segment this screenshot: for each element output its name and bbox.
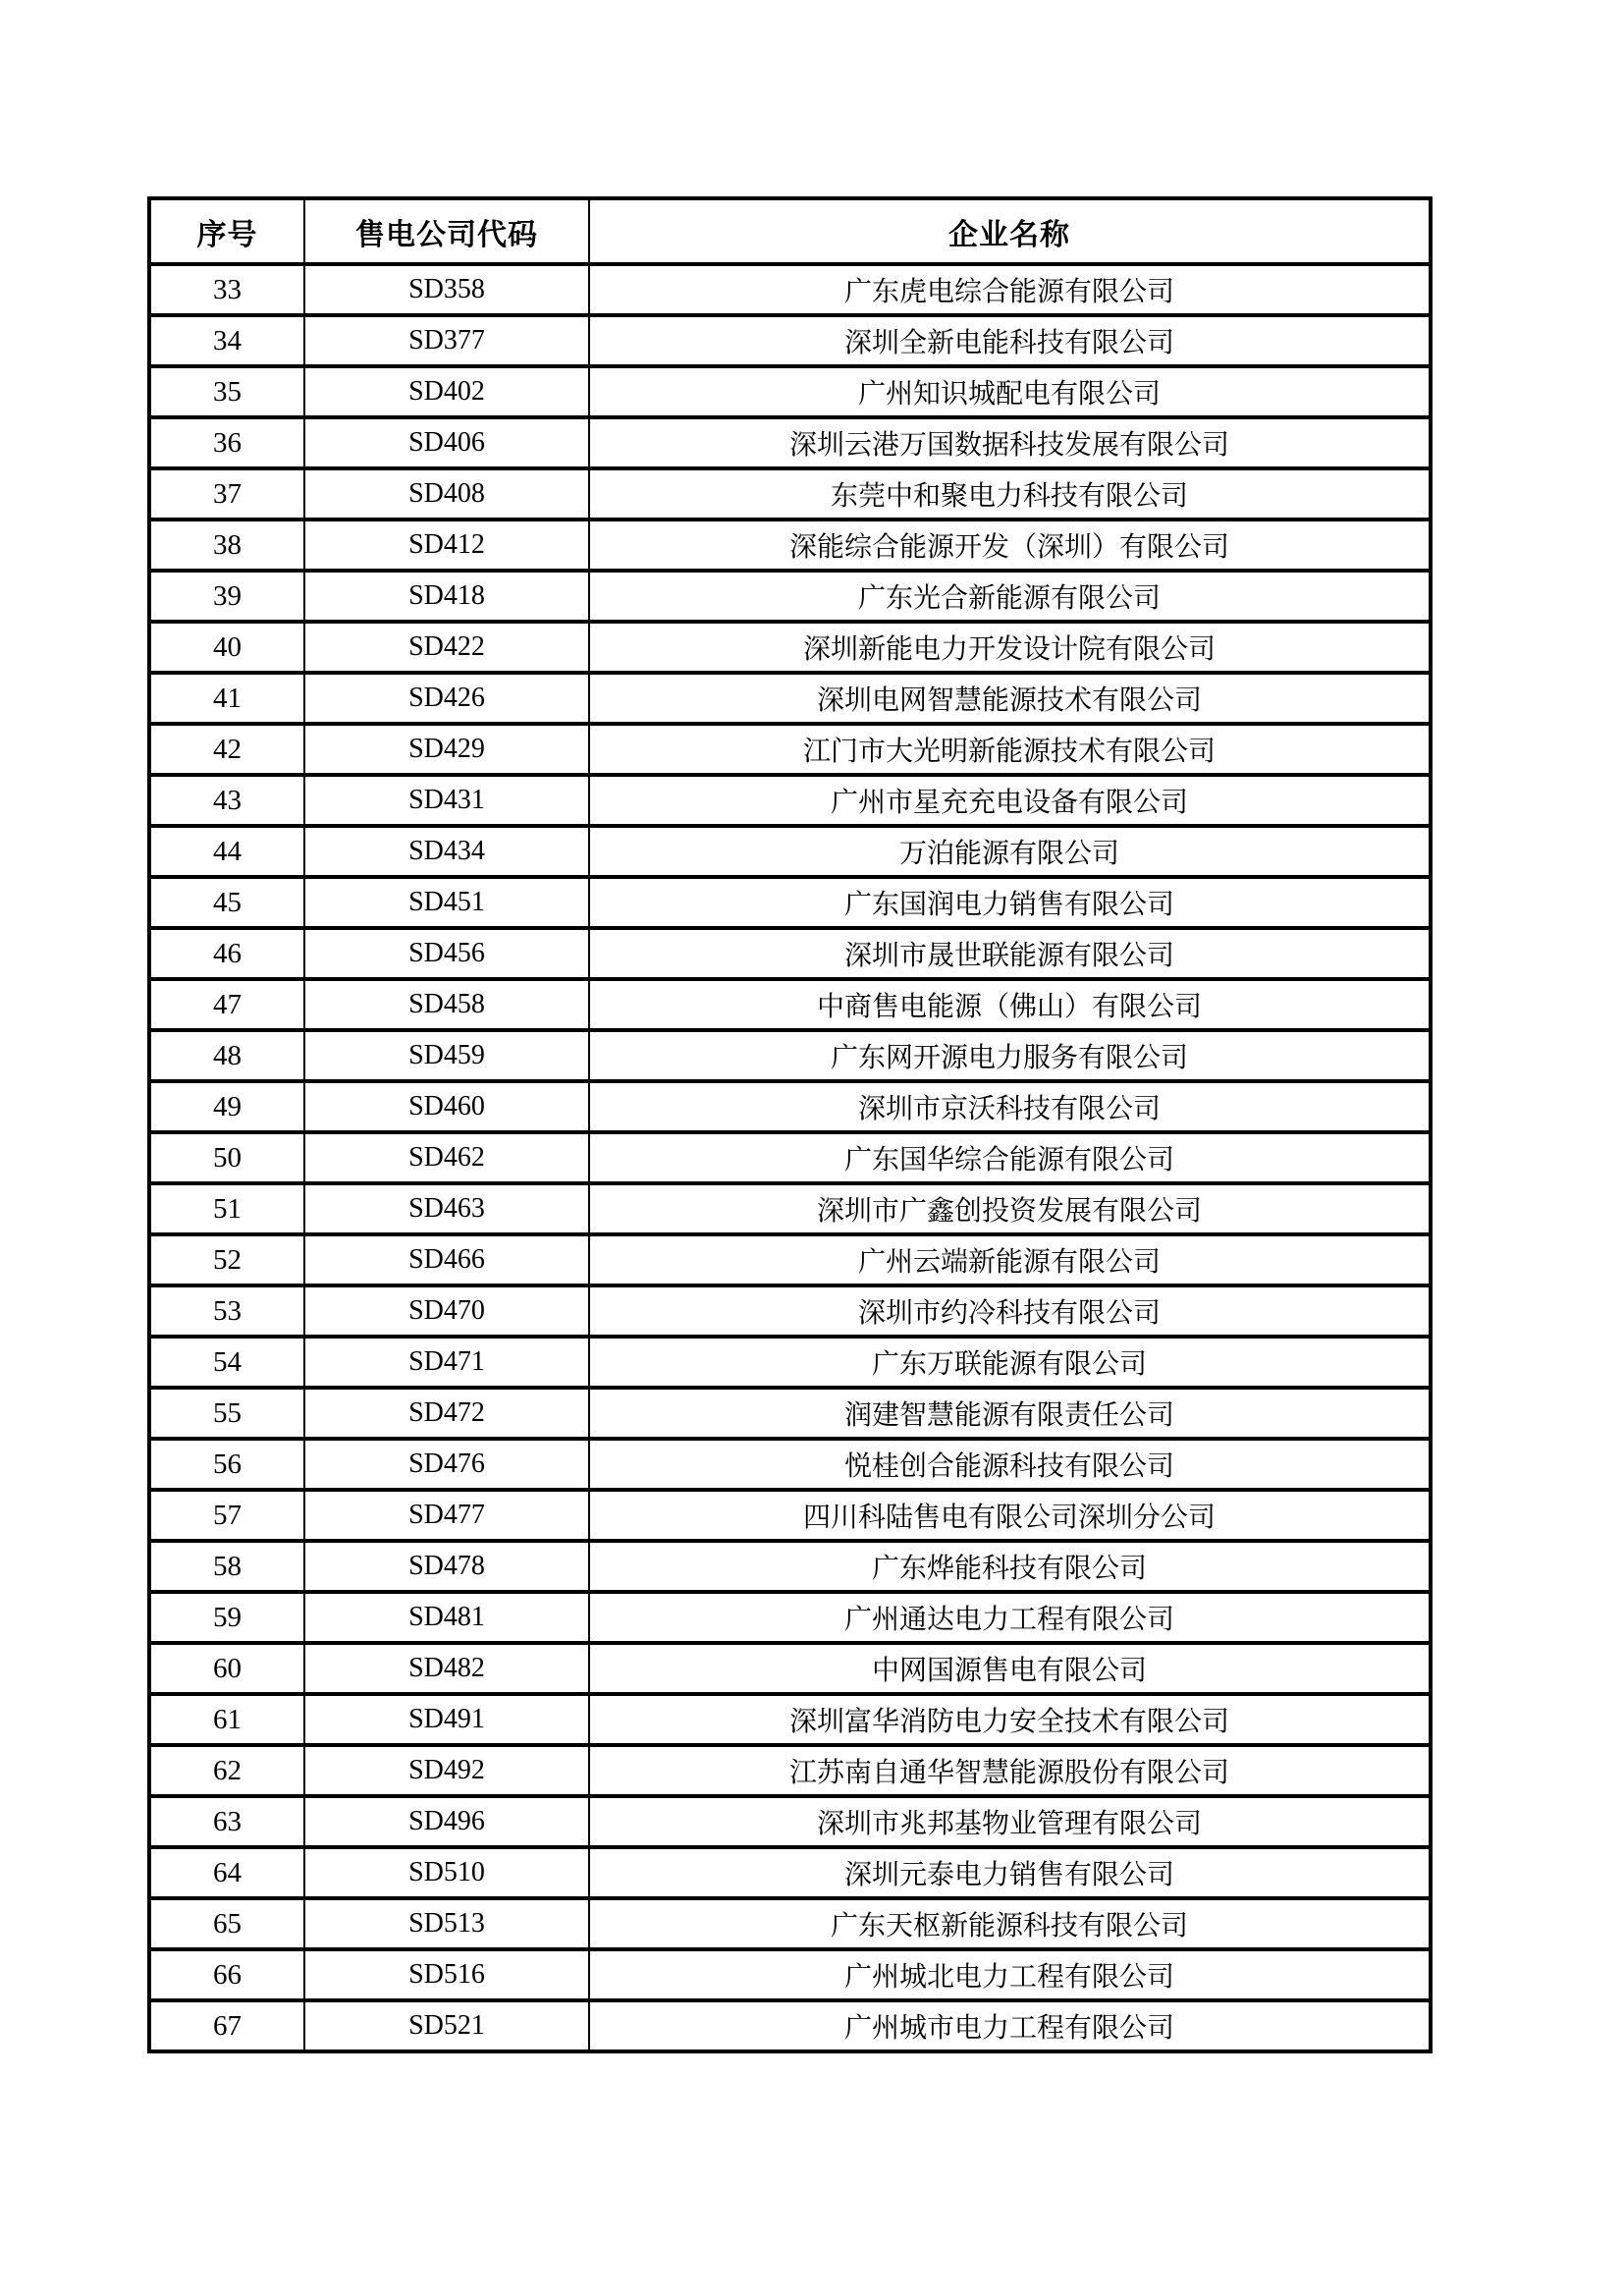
name-cell: 江苏南自通华智慧能源股份有限公司 [589,1745,1431,1796]
seq-cell: 52 [149,1234,304,1285]
seq-cell: 43 [149,775,304,826]
code-cell: SD477 [304,1490,589,1541]
header-name: 企业名称 [589,198,1431,264]
code-cell: SD482 [304,1643,589,1694]
code-cell: SD459 [304,1030,589,1081]
table-row [149,1592,1431,1643]
code-cell: SD460 [304,1081,589,1132]
table-row [149,1949,1431,2000]
code-cell: SD418 [304,571,589,622]
seq-cell: 66 [149,1949,304,2000]
name-cell: 广东网开源电力服务有限公司 [589,1030,1431,1081]
table-row [149,622,1431,673]
name-cell: 深圳云港万国数据科技发展有限公司 [589,417,1431,468]
name-cell: 广东烨能科技有限公司 [589,1541,1431,1592]
table-row [149,928,1431,979]
table-row [149,1234,1431,1285]
table-row [149,1030,1431,1081]
code-cell: SD358 [304,264,589,315]
code-cell: SD406 [304,417,589,468]
name-cell: 广州知识城配电有限公司 [589,366,1431,417]
table-row [149,1694,1431,1745]
name-cell: 广东国华综合能源有限公司 [589,1132,1431,1183]
name-cell: 中网国源售电有限公司 [589,1643,1431,1694]
seq-cell: 42 [149,724,304,775]
table-row [149,1745,1431,1796]
table-row [149,1643,1431,1694]
table-row [149,1081,1431,1132]
code-cell: SD412 [304,519,589,571]
code-cell: SD431 [304,775,589,826]
seq-cell: 40 [149,622,304,673]
seq-cell: 34 [149,315,304,366]
code-cell: SD462 [304,1132,589,1183]
name-cell: 广州通达电力工程有限公司 [589,1592,1431,1643]
code-cell: SD510 [304,1847,589,1898]
table-row [149,1132,1431,1183]
seq-cell: 63 [149,1796,304,1847]
seq-cell: 54 [149,1337,304,1388]
table-row [149,826,1431,877]
name-cell: 广州市星充充电设备有限公司 [589,775,1431,826]
name-cell: 广东光合新能源有限公司 [589,571,1431,622]
name-cell: 深圳市晟世联能源有限公司 [589,928,1431,979]
code-cell: SD451 [304,877,589,928]
code-cell: SD478 [304,1541,589,1592]
table-row [149,1541,1431,1592]
table-row [149,468,1431,519]
table-row [149,1183,1431,1234]
table-header [149,198,1431,264]
code-cell: SD470 [304,1285,589,1337]
table-row [149,1337,1431,1388]
name-cell: 深圳富华消防电力安全技术有限公司 [589,1694,1431,1745]
name-cell: 润建智慧能源有限责任公司 [589,1388,1431,1439]
seq-cell: 58 [149,1541,304,1592]
code-cell: SD463 [304,1183,589,1234]
code-cell: SD402 [304,366,589,417]
table-row [149,1285,1431,1337]
table-row [149,979,1431,1030]
name-cell: 广东天枢新能源科技有限公司 [589,1898,1431,1949]
table-row [149,417,1431,468]
seq-cell: 64 [149,1847,304,1898]
table-row [149,2000,1431,2051]
seq-cell: 41 [149,673,304,724]
seq-cell: 38 [149,519,304,571]
seq-cell: 39 [149,571,304,622]
table-row [149,315,1431,366]
seq-cell: 56 [149,1439,304,1490]
table-row [149,775,1431,826]
name-cell: 万泊能源有限公司 [589,826,1431,877]
seq-cell: 44 [149,826,304,877]
seq-cell: 36 [149,417,304,468]
name-cell: 四川科陆售电有限公司深圳分公司 [589,1490,1431,1541]
name-cell: 深圳电网智慧能源技术有限公司 [589,673,1431,724]
seq-cell: 50 [149,1132,304,1183]
code-cell: SD408 [304,468,589,519]
code-cell: SD429 [304,724,589,775]
seq-cell: 46 [149,928,304,979]
code-cell: SD422 [304,622,589,673]
table-row [149,264,1431,315]
header-code: 售电公司代码 [304,198,589,264]
table-row [149,1439,1431,1490]
header-row [149,198,1431,264]
table-row [149,1898,1431,1949]
name-cell: 深圳新能电力开发设计院有限公司 [589,622,1431,673]
seq-cell: 48 [149,1030,304,1081]
company-table [147,196,1433,2053]
seq-cell: 65 [149,1898,304,1949]
code-cell: SD456 [304,928,589,979]
table-row [149,519,1431,571]
table-row [149,571,1431,622]
table-row [149,673,1431,724]
header-seq: 序号 [149,198,304,264]
seq-cell: 51 [149,1183,304,1234]
seq-cell: 47 [149,979,304,1030]
name-cell: 深圳市广鑫创投资发展有限公司 [589,1183,1431,1234]
seq-cell: 57 [149,1490,304,1541]
seq-cell: 49 [149,1081,304,1132]
code-cell: SD516 [304,1949,589,2000]
seq-cell: 60 [149,1643,304,1694]
name-cell: 广东虎电综合能源有限公司 [589,264,1431,315]
name-cell: 深能综合能源开发（深圳）有限公司 [589,519,1431,571]
name-cell: 广州城北电力工程有限公司 [589,1949,1431,2000]
seq-cell: 35 [149,366,304,417]
name-cell: 东莞中和聚电力科技有限公司 [589,468,1431,519]
code-cell: SD492 [304,1745,589,1796]
code-cell: SD466 [304,1234,589,1285]
name-cell: 深圳市兆邦基物业管理有限公司 [589,1796,1431,1847]
code-cell: SD471 [304,1337,589,1388]
seq-cell: 61 [149,1694,304,1745]
name-cell: 中商售电能源（佛山）有限公司 [589,979,1431,1030]
table-row [149,1847,1431,1898]
code-cell: SD481 [304,1592,589,1643]
seq-cell: 67 [149,2000,304,2051]
table-row [149,366,1431,417]
table-row [149,877,1431,928]
name-cell: 深圳全新电能科技有限公司 [589,315,1431,366]
code-cell: SD458 [304,979,589,1030]
code-cell: SD434 [304,826,589,877]
name-cell: 广州云端新能源有限公司 [589,1234,1431,1285]
name-cell: 广州城市电力工程有限公司 [589,2000,1431,2051]
table-body [149,264,1431,2051]
code-cell: SD426 [304,673,589,724]
name-cell: 深圳市约冷科技有限公司 [589,1285,1431,1337]
seq-cell: 33 [149,264,304,315]
seq-cell: 45 [149,877,304,928]
seq-cell: 37 [149,468,304,519]
code-cell: SD472 [304,1388,589,1439]
table-row [149,1490,1431,1541]
table-row [149,1388,1431,1439]
table-row [149,724,1431,775]
name-cell: 深圳市京沃科技有限公司 [589,1081,1431,1132]
seq-cell: 53 [149,1285,304,1337]
name-cell: 悦桂创合能源科技有限公司 [589,1439,1431,1490]
code-cell: SD491 [304,1694,589,1745]
name-cell: 广东万联能源有限公司 [589,1337,1431,1388]
seq-cell: 59 [149,1592,304,1643]
name-cell: 深圳元泰电力销售有限公司 [589,1847,1431,1898]
code-cell: SD521 [304,2000,589,2051]
table-row [149,1796,1431,1847]
name-cell: 江门市大光明新能源技术有限公司 [589,724,1431,775]
code-cell: SD377 [304,315,589,366]
name-cell: 广东国润电力销售有限公司 [589,877,1431,928]
code-cell: SD476 [304,1439,589,1490]
code-cell: SD496 [304,1796,589,1847]
seq-cell: 62 [149,1745,304,1796]
seq-cell: 55 [149,1388,304,1439]
code-cell: SD513 [304,1898,589,1949]
